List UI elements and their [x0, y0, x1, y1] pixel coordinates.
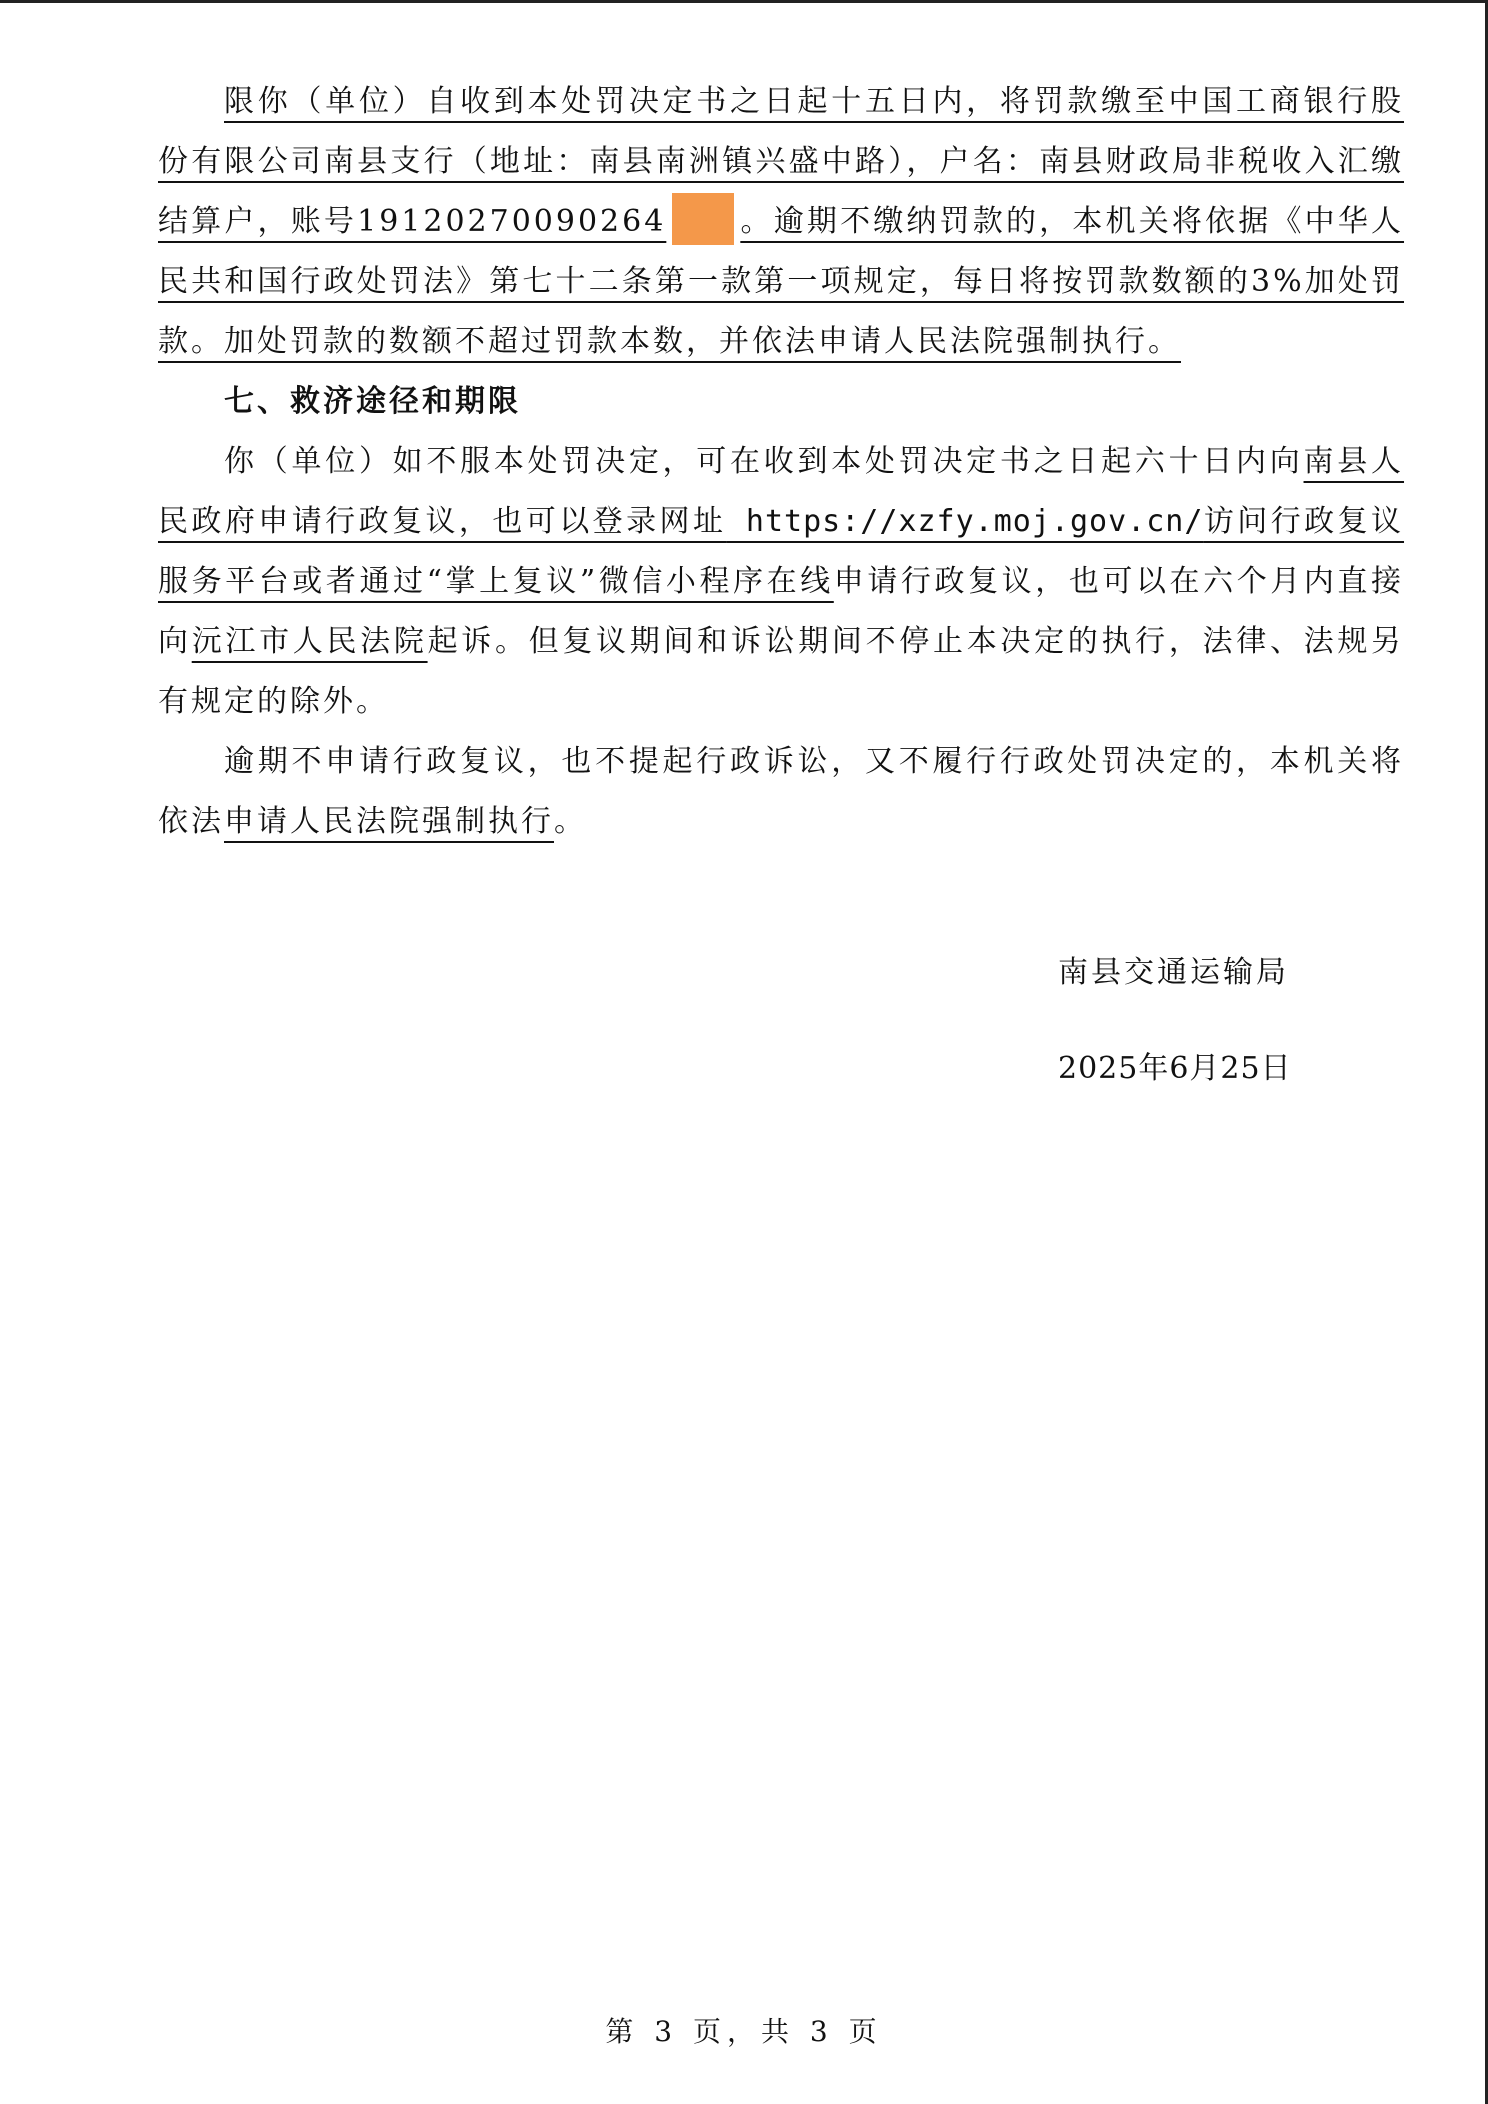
page-number: 第 3 页，共 3 页 [605, 2015, 883, 2048]
page-top-border [0, 0, 1488, 3]
remedy-text-2: 申请行政复议，也可以在六个月内直接向 [158, 564, 1404, 659]
reconsideration-url: https://xzfy.moj.gov.cn/ [726, 504, 1204, 539]
remedy-paragraph [158, 432, 1404, 732]
court-name-underlined: 沅江市人民法院 [191, 624, 428, 659]
remedy-text-1: 你（单位）如不服本处罚决定，可在收到本处罚决定书之日起六十日内向 [224, 444, 1304, 479]
enforcement-text-2: 。 [554, 804, 587, 839]
platform-text-underlined: 访问行政复议服务平台或者通过“掌上复议”微信小程序在线 [158, 504, 1405, 599]
document-body [158, 72, 1404, 852]
enforcement-paragraph [158, 732, 1404, 852]
reconsideration-text-underlined: 南县人民政府申请行政复议，也可以登录网址 [158, 444, 1405, 539]
remedy-text-3: 起诉。但复议期间和诉讼期间不停止本决定的执行，法律、法规另有规定的除外。 [158, 624, 1405, 719]
late-payment-text-underlined: 。逾期不缴纳罚款的，本机关将依据《中华人民共和国行政处罚法》第七十二条第一款第一项规定，每日将按罚款数额的3%加处罚款。加处罚款的数额不超过罚款本数，并依法申请人民法院强制执行。 [158, 204, 1405, 359]
issuing-authority: 南县交通运输局 [1058, 955, 1289, 990]
enforcement-text-underlined: 申请人民法院强制执行 [224, 804, 554, 839]
payment-paragraph [158, 72, 1404, 372]
issue-date: 2025年6月25日 [1058, 1051, 1292, 1086]
payment-text-underlined: 限你（单位）自收到本处罚决定书之日起十五日内，将罚款缴至中国工商银行股份有限公司南县支行（地址：南县南洲镇兴盛中路），户名：南县财政局非税收入汇缴结算户，账号19120270090264 [158, 84, 1404, 239]
section-heading: 七、救济途径和期限 [224, 384, 521, 419]
redaction-block [672, 193, 734, 245]
enforcement-text-1: 逾期不申请行政复议，也不提起行政诉讼，又不履行行政处罚决定的，本机关将依法 [158, 744, 1404, 839]
